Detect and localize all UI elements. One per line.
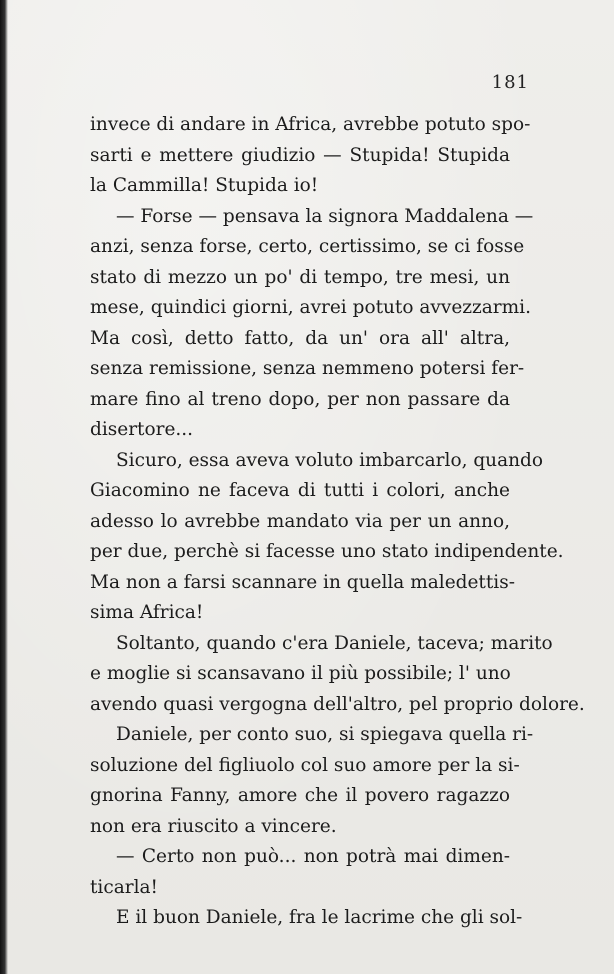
text-line: e moglie si scansavano il più possibile; l' uno <box>90 663 511 684</box>
text-line: invece di andare in Africa, avrebbe potuto spo- <box>90 114 531 135</box>
text-line: disertore... <box>90 419 194 440</box>
text-line: Ma così, detto fatto, da un' ora all' altra, <box>90 327 510 349</box>
text-line: anzi, senza forse, certo, certissimo, se ci fosse <box>90 236 525 257</box>
text-line: ticarla! <box>90 876 158 898</box>
text-line: mese, quindici giorni, avrei potuto avvezzarmi. <box>90 297 531 318</box>
text-line: non era riuscito a vincere. <box>90 815 337 837</box>
text-line: senza remissione, senza nemmeno potersi fer- <box>90 358 525 379</box>
text-line: E il buon Daniele, fra le lacrime che gli sol- <box>116 907 523 928</box>
page-number: 181 <box>491 72 529 93</box>
text-line: Ma non a farsi scannare in quella maledettis- <box>90 571 515 593</box>
text-line: Daniele, per conto suo, si spiegava quella ri- <box>116 724 534 745</box>
text-line: adesso lo avrebbe mandato via per un anno, <box>90 510 510 532</box>
text-line: — Forse — pensava la signora Maddalena — <box>116 205 534 227</box>
text-line: per due, perchè si facesse uno stato indipendente. <box>90 541 564 562</box>
text-line: gnorina Fanny, amore che il povero ragazzo <box>90 785 510 806</box>
text-line: — Certo non può... non potrà mai dimen- <box>116 846 510 867</box>
text-line: Giacomino ne faceva di tutti i colori, anche <box>90 480 510 501</box>
page-binding-edge <box>0 0 8 974</box>
text-line: la Cammilla! Stupida io! <box>90 175 319 196</box>
text-line: stato di mezzo un po' di tempo, tre mesi, un <box>90 266 510 288</box>
text-line: sarti e mettere giudizio — Stupida! Stupida <box>90 144 510 166</box>
text-line: soluzione del figliuolo col suo amore per la si- <box>90 754 520 776</box>
text-line: mare fino al treno dopo, per non passare da <box>90 388 510 410</box>
text-line: sima Africa! <box>90 602 204 623</box>
text-line: Soltanto, quando c'era Daniele, taceva; marito <box>116 632 553 654</box>
text-line: avendo quasi vergogna dell'altro, pel proprio dolore. <box>90 693 585 715</box>
body-text <box>90 110 585 934</box>
text-line: Sicuro, essa aveva voluto imbarcarlo, quando <box>116 449 544 471</box>
